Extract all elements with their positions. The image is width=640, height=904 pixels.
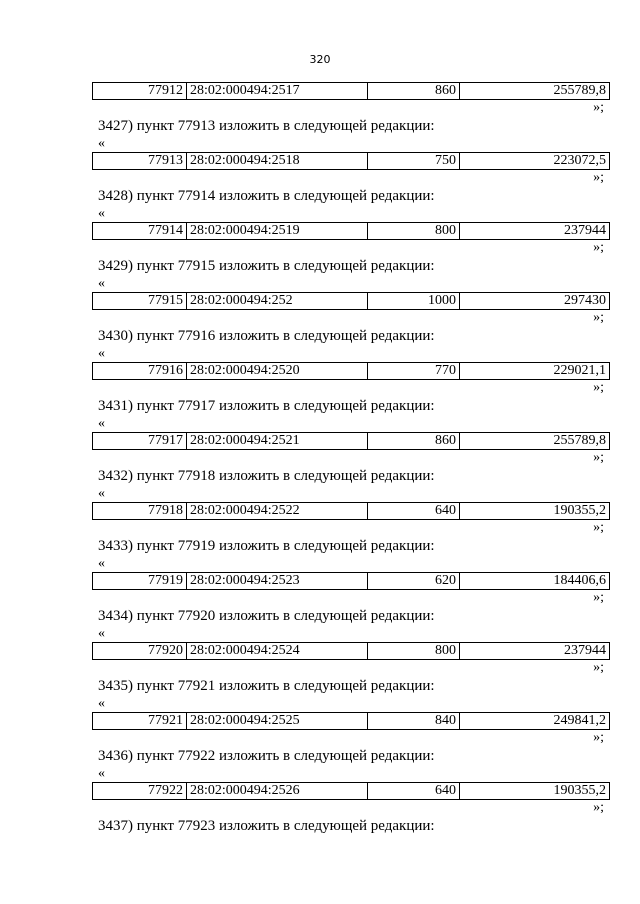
closing-quote: »; xyxy=(593,730,604,745)
amendment-section xyxy=(92,256,610,326)
amendment-section xyxy=(92,396,610,466)
cadastral-number-cell: 28:02:000494:2518 xyxy=(187,153,368,170)
value-cell: 190355,2 xyxy=(460,503,610,520)
amendment-section xyxy=(92,186,610,256)
data-row-table xyxy=(92,362,610,380)
value-cell: 255789,8 xyxy=(460,433,610,450)
amendment-section xyxy=(92,676,610,746)
data-row-table xyxy=(92,712,610,730)
value-cell: 249841,2 xyxy=(460,713,610,730)
item-number-cell: 77917 xyxy=(93,433,187,450)
item-number-cell: 77920 xyxy=(93,643,187,660)
closing-quote: »; xyxy=(593,520,604,535)
data-row-table xyxy=(92,642,610,660)
amendment-instruction: 3436) пункт 77922 изложить в следующей редакции: xyxy=(98,748,435,764)
amendment-sections xyxy=(92,116,610,816)
item-number-cell: 77915 xyxy=(93,293,187,310)
data-row-table xyxy=(92,502,610,520)
closing-quote: »; xyxy=(593,450,604,465)
opening-quote: « xyxy=(98,556,105,571)
area-cell: 1000 xyxy=(368,293,460,310)
area-cell: 800 xyxy=(368,643,460,660)
amendment-instruction: 3434) пункт 77920 изложить в следующей редакции: xyxy=(98,608,435,624)
closing-quote: »; xyxy=(593,800,604,815)
amendment-section xyxy=(92,466,610,536)
amendment-section xyxy=(92,116,610,186)
area-cell: 640 xyxy=(368,783,460,800)
amendment-section xyxy=(92,606,610,676)
cadastral-number-cell: 28:02:000494:252 xyxy=(187,293,368,310)
closing-quote: »; xyxy=(593,380,604,395)
value-cell: 184406,6 xyxy=(460,573,610,590)
area-cell: 840 xyxy=(368,713,460,730)
amendment-instruction: 3432) пункт 77918 изложить в следующей редакции: xyxy=(98,468,435,484)
closing-quote: »; xyxy=(593,590,604,605)
cadastral-number-cell: 28:02:000494:2523 xyxy=(187,573,368,590)
closing-quote: »; xyxy=(593,310,604,325)
value-cell: 229021,1 xyxy=(460,363,610,380)
page-number: 320 xyxy=(309,53,331,66)
item-number-cell: 77922 xyxy=(93,783,187,800)
amendment-instruction: 3428) пункт 77914 изложить в следующей редакции: xyxy=(98,188,435,204)
table-row xyxy=(93,503,610,520)
table-row xyxy=(93,783,610,800)
cadastral-number-cell: 28:02:000494:2525 xyxy=(187,713,368,730)
item-number-cell: 77918 xyxy=(93,503,187,520)
cadastral-number-cell: 28:02:000494:2520 xyxy=(187,363,368,380)
table-row xyxy=(93,573,610,590)
table-row xyxy=(93,363,610,380)
item-number-cell: 77919 xyxy=(93,573,187,590)
document-body xyxy=(92,82,610,836)
data-row-table xyxy=(92,292,610,310)
data-row-table xyxy=(92,222,610,240)
item-number-cell: 77913 xyxy=(93,153,187,170)
cadastral-number-cell: 28:02:000494:2521 xyxy=(187,433,368,450)
value-cell: 297430 xyxy=(460,293,610,310)
area-cell: 770 xyxy=(368,363,460,380)
amendment-section xyxy=(92,746,610,816)
table-row xyxy=(93,153,610,170)
cadastral-number-cell: 28:02:000494:2517 xyxy=(187,83,368,100)
table-row xyxy=(93,643,610,660)
data-row-table xyxy=(92,572,610,590)
value-cell: 190355,2 xyxy=(460,783,610,800)
item-number-cell: 77914 xyxy=(93,223,187,240)
area-cell: 860 xyxy=(368,433,460,450)
table-row xyxy=(93,713,610,730)
amendment-section xyxy=(92,536,610,606)
area-cell: 800 xyxy=(368,223,460,240)
opening-quote: « xyxy=(98,626,105,641)
table-row xyxy=(93,223,610,240)
area-cell: 860 xyxy=(368,83,460,100)
cadastral-number-cell: 28:02:000494:2519 xyxy=(187,223,368,240)
opening-quote: « xyxy=(98,766,105,781)
opening-quote: « xyxy=(98,696,105,711)
area-cell: 750 xyxy=(368,153,460,170)
opening-quote: « xyxy=(98,206,105,221)
amendment-instruction: 3427) пункт 77913 изложить в следующей редакции: xyxy=(98,118,435,134)
value-cell: 237944 xyxy=(460,223,610,240)
amendment-instruction: 3430) пункт 77916 изложить в следующей редакции: xyxy=(98,328,435,344)
amendment-instruction: 3435) пункт 77921 изложить в следующей редакции: xyxy=(98,678,435,694)
opening-quote: « xyxy=(98,416,105,431)
final-instruction: 3437) пункт 77923 изложить в следующей редакции: xyxy=(98,818,435,834)
value-cell: 237944 xyxy=(460,643,610,660)
amendment-instruction: 3433) пункт 77919 изложить в следующей редакции: xyxy=(98,538,435,554)
opening-quote: « xyxy=(98,346,105,361)
item-number-cell: 77912 xyxy=(93,83,187,100)
table-row xyxy=(93,83,610,100)
closing-quote: »; xyxy=(593,240,604,255)
table-row xyxy=(93,293,610,310)
area-cell: 640 xyxy=(368,503,460,520)
opening-quote: « xyxy=(98,136,105,151)
closing-quote: »; xyxy=(593,660,604,675)
amendment-instruction: 3431) пункт 77917 изложить в следующей редакции: xyxy=(98,398,435,414)
data-row-table xyxy=(92,432,610,450)
table-row xyxy=(93,433,610,450)
amendment-instruction: 3429) пункт 77915 изложить в следующей редакции: xyxy=(98,258,435,274)
closing-quote: »; xyxy=(593,100,604,115)
item-number-cell: 77916 xyxy=(93,363,187,380)
closing-quote: »; xyxy=(593,170,604,185)
cadastral-number-cell: 28:02:000494:2522 xyxy=(187,503,368,520)
data-row-table xyxy=(92,152,610,170)
opening-quote: « xyxy=(98,276,105,291)
data-row-table xyxy=(92,82,610,100)
data-row-table xyxy=(92,782,610,800)
cadastral-number-cell: 28:02:000494:2524 xyxy=(187,643,368,660)
item-number-cell: 77921 xyxy=(93,713,187,730)
cadastral-number-cell: 28:02:000494:2526 xyxy=(187,783,368,800)
value-cell: 255789,8 xyxy=(460,83,610,100)
opening-quote: « xyxy=(98,486,105,501)
value-cell: 223072,5 xyxy=(460,153,610,170)
area-cell: 620 xyxy=(368,573,460,590)
amendment-section xyxy=(92,326,610,396)
